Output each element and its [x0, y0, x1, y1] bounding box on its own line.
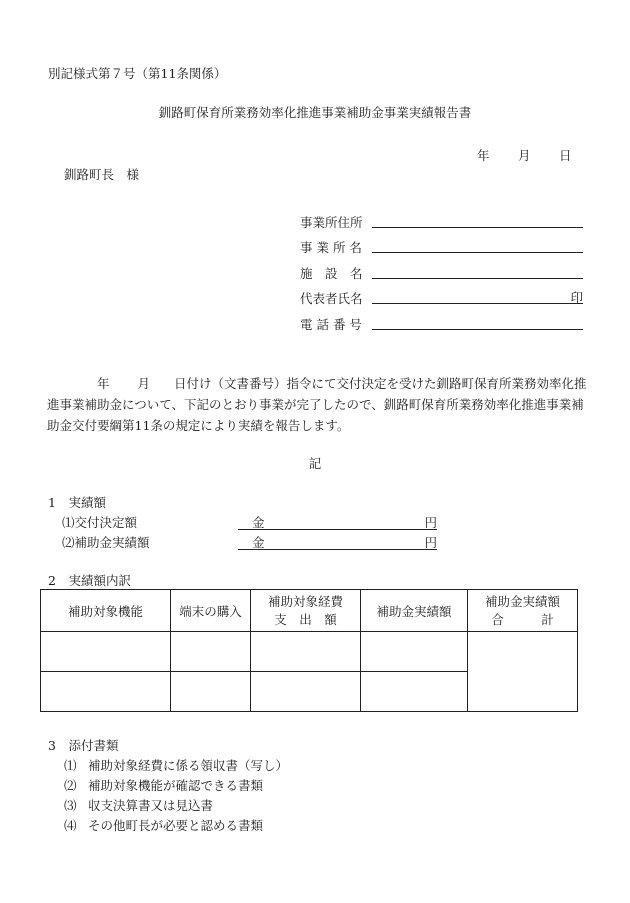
yen-suffix: 円	[424, 535, 437, 550]
amount-row-decision	[62, 513, 442, 531]
field-facility-name[interactable]	[300, 264, 583, 284]
table-cell[interactable]	[171, 672, 251, 712]
table-cell[interactable]	[41, 672, 171, 712]
yen-suffix: 円	[424, 515, 437, 530]
list-item	[64, 776, 263, 794]
kin-prefix: 金	[252, 535, 265, 550]
seal-mark: 印	[570, 290, 583, 305]
field-office-address[interactable]	[300, 213, 583, 233]
table-cell[interactable]	[251, 632, 361, 672]
breakdown-table	[40, 589, 578, 712]
total-line1: 補助金実績額	[484, 593, 560, 609]
col-header-function: 補助対象機能	[41, 590, 171, 632]
list-num: ⑶	[64, 798, 77, 813]
expense-line2: 支 出 額	[274, 611, 337, 627]
table-cell[interactable]	[361, 632, 468, 672]
para-year: 年	[97, 376, 110, 391]
date-day: 日	[559, 148, 572, 163]
table-cell[interactable]	[251, 672, 361, 712]
form-number: 別記様式第７号（第11条関係）	[48, 66, 227, 81]
list-item	[64, 816, 263, 834]
amount-field[interactable]	[238, 533, 437, 550]
field-office-name[interactable]	[300, 238, 583, 258]
date-month: 月	[518, 148, 531, 163]
table-cell[interactable]	[171, 632, 251, 672]
amount-label: ⑵補助金実績額	[62, 535, 150, 550]
section3-heading: 3 添付書類	[48, 738, 119, 753]
table-cell[interactable]	[361, 672, 468, 712]
field-label: 事 業 所 名	[300, 240, 362, 255]
table-cell-total[interactable]	[468, 632, 578, 712]
field-label: 事業所住所	[300, 215, 363, 230]
body-paragraph	[47, 373, 587, 436]
section2-heading: 2 実績額内訳	[48, 573, 131, 588]
fill-line	[372, 252, 583, 253]
list-text: その他町長が必要と認める書類	[88, 818, 264, 833]
table-header-row	[41, 590, 578, 632]
fill-line	[372, 329, 583, 330]
list-num: ⑷	[64, 818, 77, 833]
section1-heading: 1 実績額	[48, 495, 106, 510]
total-line2: 合 計	[491, 611, 554, 627]
amount-field[interactable]	[238, 513, 437, 530]
fill-line	[372, 303, 583, 304]
list-text: 収支決算書又は見込書	[88, 798, 214, 813]
list-num: ⑵	[64, 778, 77, 793]
list-item	[64, 796, 213, 814]
table-row	[41, 632, 578, 672]
field-label: 電 話 番 号	[300, 317, 362, 332]
col-header-total	[468, 590, 578, 632]
expense-line1: 補助対象経費	[267, 593, 343, 609]
para-month: 月	[137, 376, 151, 391]
field-representative[interactable]	[300, 289, 583, 309]
list-text: 補助対象機能が確認できる書類	[88, 778, 264, 793]
list-num: ⑴	[64, 758, 77, 773]
date-line	[477, 146, 572, 164]
amount-row-actual	[62, 533, 442, 551]
field-label: 施 設 名	[300, 266, 363, 281]
col-header-device: 端末の購入	[171, 590, 251, 632]
field-phone[interactable]	[300, 315, 583, 335]
date-year: 年	[477, 148, 490, 163]
document-title: 釧路町保育所業務効率化推進事業補助金事業実績報告書	[158, 105, 472, 120]
col-header-actual: 補助金実績額	[361, 590, 468, 632]
list-text: 補助対象経費に係る領収書（写し）	[88, 758, 289, 773]
table-cell[interactable]	[41, 632, 171, 672]
kin-prefix: 金	[252, 515, 265, 530]
fill-line	[372, 278, 583, 279]
para-rest: 日付け（文書番号）指令にて交付決定を受けた釧路町保育所業務効率化推進事業補助金について、下記のとおり事業が完了したので、釧路町保育所業務効率化推進事業補助金交付要綱第11条の規定により実績を報告します。	[47, 376, 587, 433]
addressee: 釧路町長 様	[64, 167, 140, 182]
ki-heading: 記	[308, 456, 322, 471]
amount-label: ⑴交付決定額	[62, 515, 138, 530]
fill-line	[372, 227, 583, 228]
col-header-expense	[251, 590, 361, 632]
list-item	[64, 756, 288, 774]
field-label: 代表者氏名	[300, 291, 363, 306]
